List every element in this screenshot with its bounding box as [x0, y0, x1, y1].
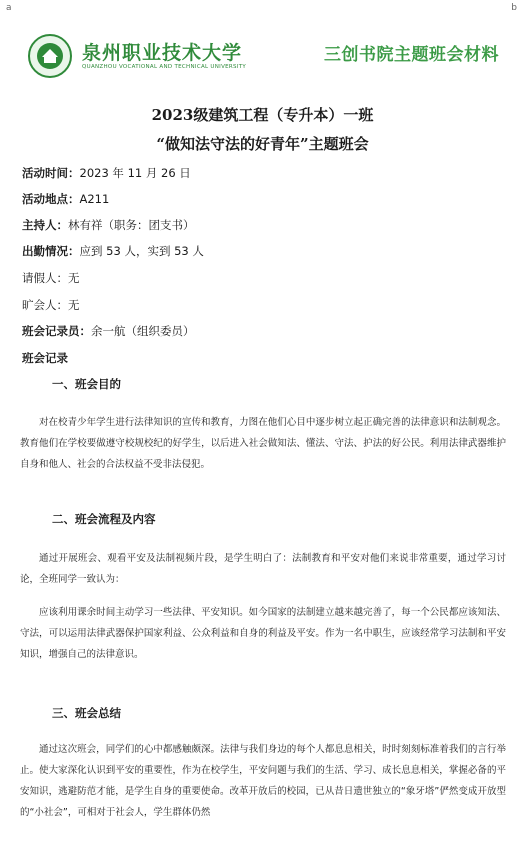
section-paragraph: 通过这次班会，同学们的心中都感触颇深。法律与我们身边的每个人都息息相关，时时刻刻标准着我们的言行举止。使大家深化认识到平安的重要性，作为在校学生，平安问题与我们的生活、学习、成长息息相关，掌握必备的平安知识，逃避防范才能，是学生自身的重要使命。改革开放后的校园，已从昔日遗世独立的“象牙塔”俨然变成开放型的“小社会”，可相对于社会人，学生群体仍然	[20, 744, 506, 818]
field-absent	[22, 297, 80, 313]
section-paragraph: 应该利用课余时间主动学习一些法律、平安知识。如今国家的法制建立越来越完善了，每一个公民都应该知法、守法，可以运用法律武器保护国家利益、公众利益和自身的利益及平安。作为一名中职生，应该经常学习法制和平安知识，增强自己的法律意识。	[20, 607, 506, 660]
university-logo-icon	[28, 34, 72, 78]
records-label: 班会记录	[22, 351, 68, 365]
field-value: 2023 年 11 月 26 日	[79, 166, 191, 180]
field-label: 班会记录员：	[22, 324, 91, 338]
field-value: A211	[79, 192, 110, 206]
field-label: 活动地点：	[22, 192, 80, 206]
section-paragraph: 对在校青少年学生进行法律知识的宣传和教育，力图在他们心目中逐步树立起正确完善的法律意识和法制观念。教育他们在学校要做遵守校规校纪的好学生，以后进入社会做知法、懂法、守法、护法的好公民。利用法律武器维护自身和他人、社会的合法权益不受非法侵犯。	[20, 417, 506, 470]
field-attendance	[22, 243, 204, 259]
field-label: 请假人：	[22, 271, 68, 285]
field-label: 活动时间：	[22, 166, 80, 180]
field-value: 余一航（组织委员）	[91, 324, 195, 338]
field-value: 无	[68, 271, 80, 285]
field-label: 主持人：	[22, 218, 68, 232]
document-title-line1: 2023级建筑工程（专升本）一班	[151, 106, 374, 124]
field-label: 旷会人：	[22, 298, 68, 312]
document-header	[26, 30, 499, 86]
section-heading-process: 二、班会流程及内容	[52, 512, 156, 526]
field-value: 无	[68, 298, 80, 312]
field-activity-location	[22, 191, 109, 207]
section-heading-summary: 三、班会总结	[52, 706, 121, 720]
section-paragraph: 通过开展班会、观看平安及法制视频片段，是学生明白了：法制教育和平安对他们来说非常重要，通过学习讨论，全班同学一致认为：	[20, 553, 506, 585]
field-host	[22, 217, 195, 233]
school-name-english: QUANZHOU VOCATIONAL AND TECHNICAL UNIVERSITY	[82, 64, 247, 70]
field-value: 林有祥（职务：团支书）	[68, 218, 195, 232]
academy-title: 三创书院主题班会材料	[324, 45, 499, 65]
page-corner-mark-left: a	[6, 3, 12, 13]
section-heading-purpose: 一、班会目的	[52, 377, 121, 391]
field-recorder	[22, 323, 195, 339]
field-label: 出勤情况：	[22, 244, 80, 258]
field-activity-time	[22, 165, 191, 181]
field-leave	[22, 270, 80, 286]
school-name: 泉州职业技术大学	[82, 42, 243, 64]
page-corner-mark-right: b	[511, 3, 517, 13]
field-value: 应到 53 人，实到 53 人	[79, 244, 204, 258]
document-title-line2: “做知法守法的好青年”主题班会	[156, 135, 369, 153]
